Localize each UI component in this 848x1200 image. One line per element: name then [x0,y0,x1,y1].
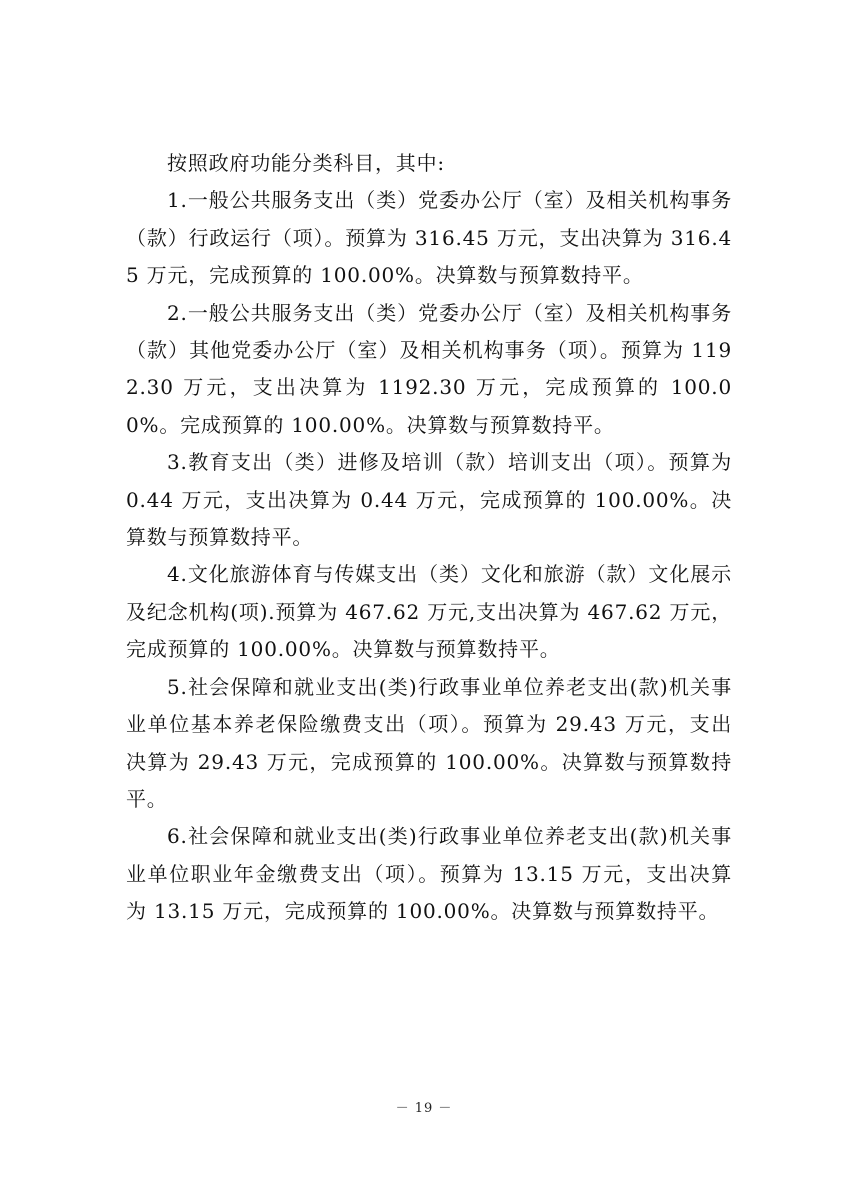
item-paragraph-6: 6.社会保障和就业支出(类)行政事业单位养老支出(款)机关事业单位职业年金缴费支出（项）。预算为 13.15 万元，支出决算为 13.15 万元，完成预算的 100.00%。决算数与预算数持平。 [126,824,732,924]
item-paragraph-2: 2.一般公共服务支出（类）党委办公厅（室）及相关机构事务（款）其他党委办公厅（室）及相关机构事务（项）。预算为 1192.30 万元，支出决算为 1192.30 万元，完成预算的 100.00%。完成预算的 100.00%。决算数与预算数持平。 [126,300,732,437]
document-body [126,145,732,931]
item-paragraph-1: 1.一般公共服务支出（类）党委办公厅（室）及相关机构事务（款）行政运行（项）。预算为 316.45 万元，支出决算为 316.45 万元，完成预算的 100.00%。决算数与预算数持平。 [126,188,732,288]
intro-paragraph: 按照政府功能分类科目，其中: [167,151,445,175]
item-paragraph-5: 5.社会保障和就业支出(类)行政事业单位养老支出(款)机关事业单位基本养老保险缴费支出（项）。预算为 29.43 万元，支出决算为 29.43 万元，完成预算的 100.00%。决算数与预算数持平。 [126,674,732,811]
item-paragraph-3: 3.教育支出（类）进修及培训（款）培训支出（项）。预算为 0.44 万元，支出决算为 0.44 万元，完成预算的 100.00%。决算数与预算数持平。 [126,450,732,550]
page-number: － 19 － [395,1101,453,1116]
item-paragraph-4: 4.文化旅游体育与传媒支出（类）文化和旅游（款）文化展示及纪念机构(项).预算为 467.62 万元,支出决算为 467.62 万元，完成预算的 100.00%。决算数与预算数持平。 [126,562,732,662]
